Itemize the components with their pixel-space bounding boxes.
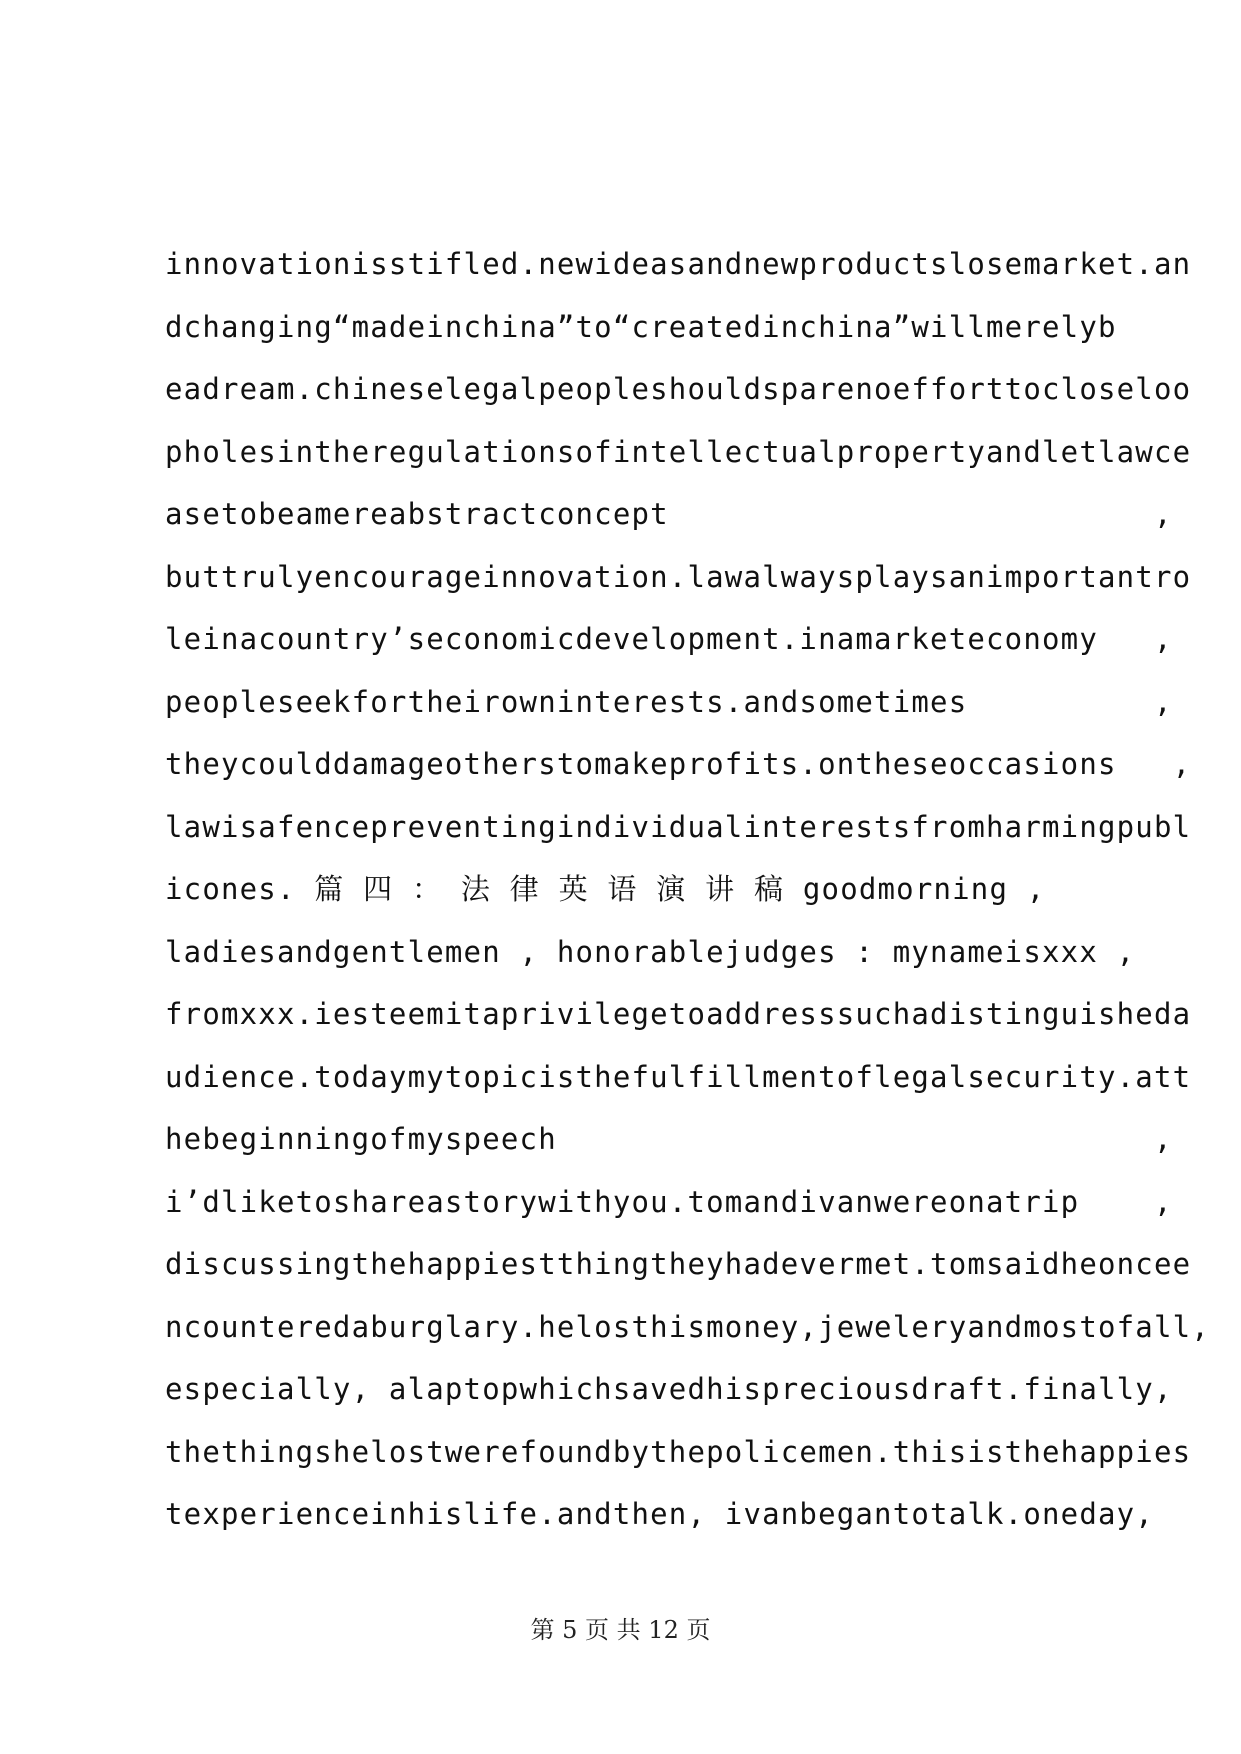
body-text	[165, 233, 1210, 1546]
text-line: discussingthehappiestthingtheyhadevermet.tomsaidheoncee	[165, 1247, 1192, 1281]
text-line: pholesintheregulationsofintellectualpropertyandletlawce	[165, 434, 1192, 469]
text-line: leinacountry’seconomicdevelopment.inamarketeconomy ,	[165, 622, 1173, 656]
text-line: eadream.chineselegalpeopleshouldsparenoefforttocloseloo	[165, 372, 1192, 406]
text-line: ncounteredaburglary.helosthismoney,jeweleryandmostofall,	[165, 1309, 1210, 1344]
text-line: theycoulddamageotherstomakeprofits.ontheseoccasions ,	[165, 747, 1192, 781]
text-line: hebeginningofmyspeech ,	[165, 1122, 1173, 1156]
text-line: dchanging“madeinchina”to“createdinchina”willmerelyb	[165, 309, 1117, 344]
text-line: especially, alaptopwhichsavedhispreciousdraft.finally,	[165, 1372, 1173, 1406]
text-line: peopleseekfortheirowninterests.andsometimes ,	[165, 684, 1173, 719]
text-line: ladiesandgentlemen , honorablejudges : mynameisxxx ,	[165, 934, 1136, 969]
text-line: fromxxx.iesteemitaprivilegetoaddresssuchadistinguisheda	[165, 997, 1192, 1031]
text-line: thethingshelostwerefoundbythepolicemen.thisisthehappies	[165, 1434, 1192, 1469]
text-line: lawisafencepreventingindividualinterestsfromharmingpubl	[165, 809, 1192, 844]
text-line: i’dliketoshareastorywithyou.tomandivanwereonatrip ,	[165, 1184, 1173, 1219]
text-line: texperienceinhislife.andthen, ivanbegantotalk.oneday,	[165, 1497, 1154, 1531]
page-number-footer: 第 5 页 共 12 页	[530, 1616, 711, 1644]
text-line: udience.todaymytopicisthefulfillmentoflegalsecurity.att	[165, 1059, 1192, 1094]
text-line: buttrulyencourageinnovation.lawalwaysplaysanimportantro	[165, 559, 1192, 594]
text-line: icones. 篇 四 ： 法 律 英 语 演 讲 稿 goodmorning ,	[165, 872, 1046, 906]
text-line: innovationisstifled.newideasandnewproductslosemarket.an	[165, 247, 1192, 281]
text-line: asetobeamereabstractconcept ,	[165, 497, 1173, 531]
